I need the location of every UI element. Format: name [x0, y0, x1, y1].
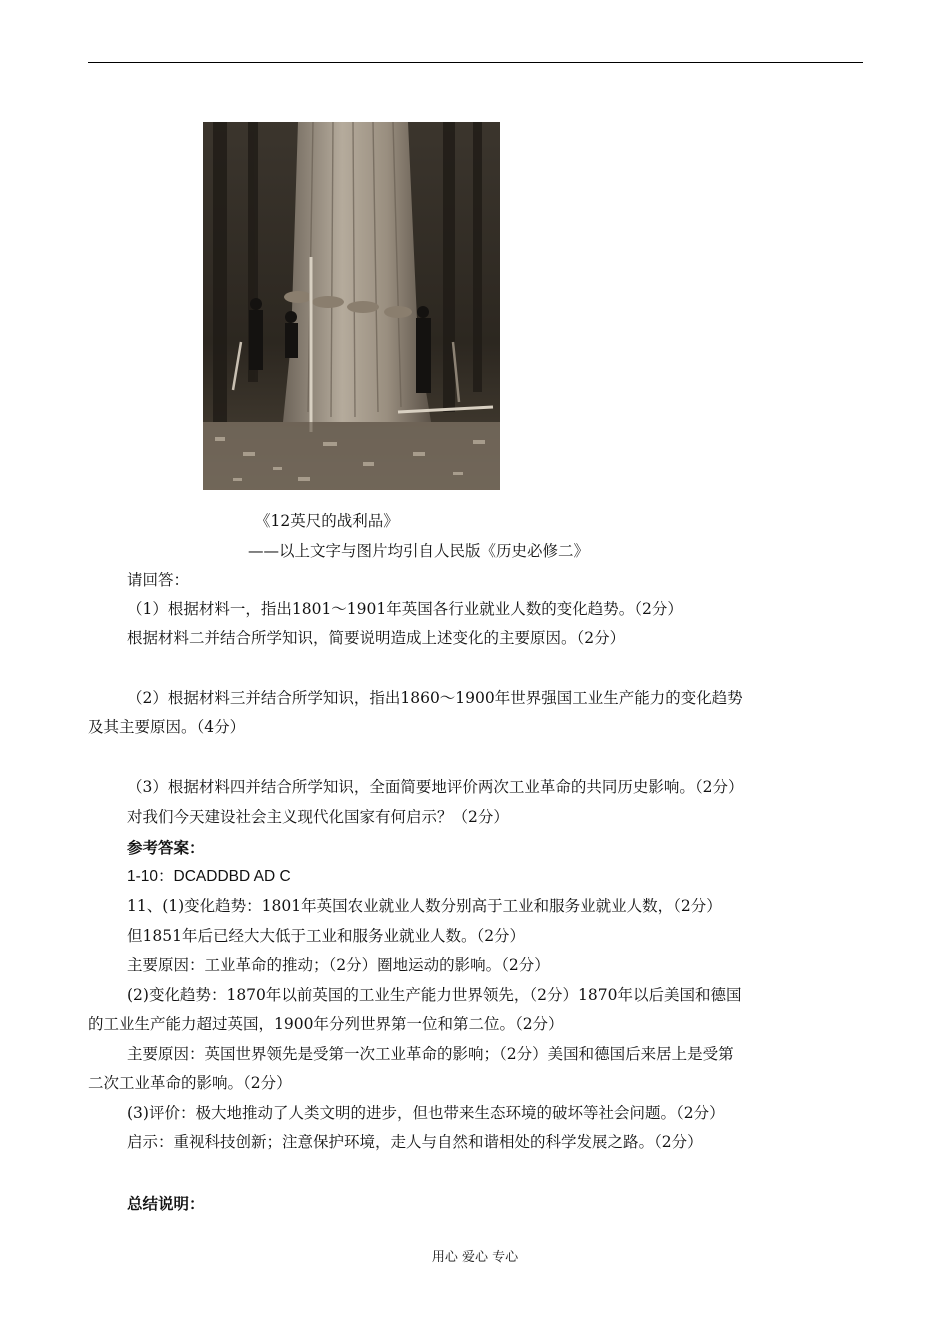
question-1b: 根据材料二并结合所学知识，简要说明造成上述变化的主要原因。（2分）: [127, 629, 626, 647]
summary-heading: 总结说明：: [127, 1194, 205, 1213]
answer-2-line-2: 的工业生产能力超过英国，1900年分列世界第一位和第二位。（2分）: [88, 1015, 564, 1033]
questions-prompt: 请回答：: [127, 571, 190, 589]
tree-felling-photo: [203, 122, 500, 490]
answer-2-line-1: (2)变化趋势：1870年以前英国的工业生产能力世界领先，（2分）1870年以后美国和德国: [127, 986, 742, 1004]
figure-source: ——以上文字与图片均引自人民版《历史必修二》: [248, 542, 590, 560]
answer-1-line-1: 11、(1)变化趋势：1801年英国农业就业人数分别高于工业和服务业就业人数，（2分）: [127, 897, 722, 915]
answer-1-line-2: 但1851年后已经大大低于工业和服务业就业人数。（2分）: [127, 927, 526, 945]
question-3b: 对我们今天建设社会主义现代化国家有何启示？（2分）: [127, 808, 509, 826]
answer-2-line-4: 二次工业革命的影响。（2分）: [88, 1074, 292, 1092]
question-1a: （1）根据材料一，指出1801～1901年英国各行业就业人数的变化趋势。（2分）: [127, 600, 683, 618]
question-3a: （3）根据材料四并结合所学知识，全面简要地评价两次工业革命的共同历史影响。（2分）: [127, 778, 744, 796]
header-rule: [88, 62, 863, 63]
question-2b: 及其主要原因。（4分）: [88, 718, 246, 736]
answers-heading: 参考答案：: [127, 838, 205, 857]
page-footer: 用心 爱心 专心: [431, 1250, 519, 1265]
figure-caption: 《12英尺的战利品》: [255, 512, 399, 530]
answers-multiple-choice: 1-10：DCADDBD AD C: [127, 868, 291, 885]
question-2a: （2）根据材料三并结合所学知识，指出1860～1900年世界强国工业生产能力的变化趋势: [127, 689, 743, 707]
answer-2-line-3: 主要原因：英国世界领先是受第一次工业革命的影响；（2分）美国和德国后来居上是受第: [127, 1045, 734, 1063]
answer-1-line-3: 主要原因：工业革命的推动；（2分）圈地运动的影响。（2分）: [127, 956, 550, 974]
answer-3-line-1: (3)评价：极大地推动了人类文明的进步，但也带来生态环境的破坏等社会问题。（2分）: [127, 1104, 725, 1122]
answer-3-line-2: 启示：重视科技创新；注意保护环境，走人与自然和谐相处的科学发展之路。（2分）: [127, 1133, 703, 1151]
